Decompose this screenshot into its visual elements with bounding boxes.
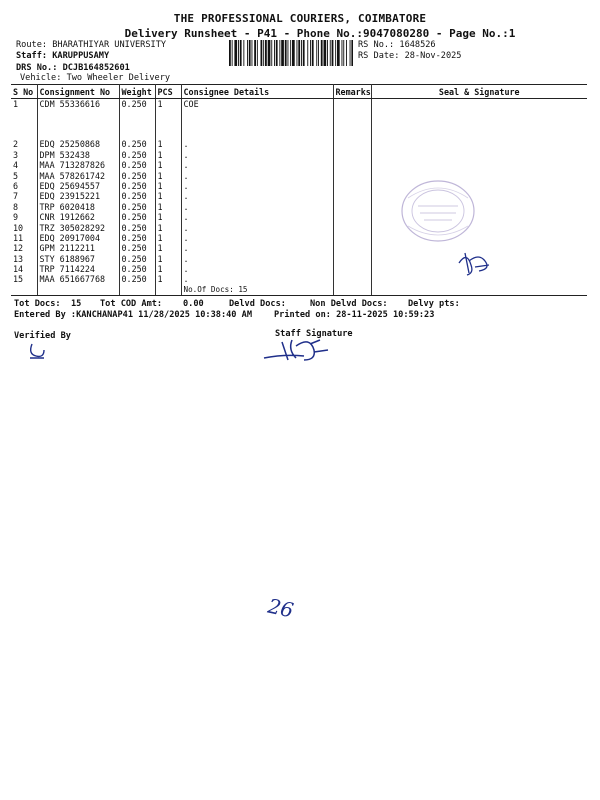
table-row: [11, 139, 587, 149]
barcode-bar: [330, 40, 331, 66]
row-weight: 0.250: [119, 99, 155, 110]
row-pcs: 1: [155, 274, 181, 284]
table-row: [11, 274, 587, 284]
summary-cell: [11, 285, 37, 296]
barcode-bar: [335, 40, 336, 66]
table-header-row: [11, 85, 587, 99]
row-remarks: [333, 254, 371, 264]
row-pcs: 1: [155, 223, 181, 233]
row-remarks: [333, 243, 371, 253]
row-pcs: 1: [155, 171, 181, 181]
row-remarks: [333, 191, 371, 201]
table-row: [11, 181, 587, 191]
receiver-signature: [455, 249, 495, 277]
row-sno: 15: [11, 274, 37, 284]
barcode-bar: [271, 40, 272, 66]
col-weight: Weight: [119, 85, 155, 99]
row-consignee-details: .: [181, 254, 333, 264]
handwritten-page-note: 26: [265, 593, 296, 623]
row-pcs: 1: [155, 233, 181, 243]
row-consignee-details: .: [181, 160, 333, 170]
barcode-bar: [351, 40, 353, 66]
summary-cell: [333, 285, 371, 296]
barcode-bar: [261, 40, 263, 66]
row-pcs: 1: [155, 202, 181, 212]
row-consignment-no: STY 6188967: [37, 254, 119, 264]
barcode: [229, 40, 353, 66]
barcode-bar: [276, 40, 278, 66]
summary-cell: [155, 285, 181, 296]
row-weight: 0.250: [119, 233, 155, 243]
barcode-bar: [229, 40, 231, 66]
row-consignment-no: TRP 7114224: [37, 264, 119, 274]
barcode-bar: [274, 40, 275, 66]
spacer-cell: [37, 109, 119, 139]
cod-value: 0.00: [183, 299, 204, 309]
row-remarks: [333, 202, 371, 212]
barcode-bar: [310, 40, 311, 66]
row-weight: 0.250: [119, 223, 155, 233]
row-sno: 13: [11, 254, 37, 264]
rs-number: RS No.: 1648526: [358, 40, 436, 50]
row-pcs: 1: [155, 150, 181, 160]
row-weight: 0.250: [119, 202, 155, 212]
staff-signature: [262, 336, 334, 366]
row-remarks: [333, 233, 371, 243]
row-pcs: 1: [155, 191, 181, 201]
barcode-bar: [316, 40, 317, 66]
summary-cell: [37, 285, 119, 296]
barcode-bar: [265, 40, 267, 66]
barcode-bar: [346, 40, 347, 66]
row-remarks: [333, 223, 371, 233]
barcode-bar: [263, 40, 264, 66]
table-row: [11, 212, 587, 222]
row-remarks: [333, 264, 371, 274]
barcode-bar: [252, 40, 253, 66]
row-weight: 0.250: [119, 254, 155, 264]
barcode-bar: [279, 40, 280, 66]
row-sno: 1: [11, 99, 37, 110]
barcode-bar: [332, 40, 334, 66]
table-row: [11, 243, 587, 253]
barcode-bar: [312, 40, 314, 66]
row-pcs: 1: [155, 99, 181, 110]
non-delvd-docs-label: Non Delvd Docs:: [310, 299, 388, 309]
cod-label: Tot COD Amt:: [100, 299, 163, 309]
row-weight: 0.250: [119, 191, 155, 201]
spacer-cell: [333, 109, 371, 139]
delvd-docs-label: Delvd Docs:: [229, 299, 286, 309]
barcode-bar: [301, 40, 302, 66]
row-sno: 5: [11, 171, 37, 181]
spacer-cell: [11, 109, 37, 139]
route-info: Route: BHARATHIYAR UNIVERSITY: [16, 40, 167, 50]
row-consignee-details: .: [181, 191, 333, 201]
row-sno: 12: [11, 243, 37, 253]
barcode-bar: [249, 40, 251, 66]
barcode-bar: [337, 40, 340, 66]
row-consignee-details: .: [181, 264, 333, 274]
table-row: [11, 99, 587, 110]
table-row: [11, 254, 587, 264]
row-remarks: [333, 150, 371, 160]
row-consignee-details: .: [181, 150, 333, 160]
row-consignee-details: .: [181, 202, 333, 212]
consignment-table: [11, 84, 587, 296]
row-consignee-details: .: [181, 139, 333, 149]
row-weight: 0.250: [119, 160, 155, 170]
barcode-bar: [247, 40, 248, 66]
barcode-bar: [321, 40, 323, 66]
row-sno: 4: [11, 160, 37, 170]
row-consignment-no: EDQ 20917004: [37, 233, 119, 243]
row-consignment-no: TRP 6020418: [37, 202, 119, 212]
tot-docs-label: Tot Docs:: [14, 299, 61, 309]
row-seal: [371, 139, 587, 149]
staff-info: Staff: KARUPPUSAMY: [16, 51, 110, 61]
row-pcs: 1: [155, 212, 181, 222]
col-sno: S No: [11, 85, 37, 99]
row-sno: 11: [11, 233, 37, 243]
row-pcs: 1: [155, 264, 181, 274]
table-row: [11, 202, 587, 212]
barcode-bar: [254, 40, 256, 66]
table-row: [11, 160, 587, 170]
barcode-bar: [292, 40, 295, 66]
row-spacer: [11, 109, 587, 139]
printed-on: Printed on: 28-11-2025 10:59:23: [274, 310, 435, 320]
barcode-bar: [350, 40, 351, 66]
row-consignment-no: CNR 1912662: [37, 212, 119, 222]
row-pcs: 1: [155, 181, 181, 191]
row-remarks: [333, 274, 371, 284]
row-pcs: 1: [155, 139, 181, 149]
spacer-cell: [155, 109, 181, 139]
barcode-bar: [288, 40, 289, 66]
row-consignment-no: EDQ 25250868: [37, 139, 119, 149]
col-consignment: Consignment No: [37, 85, 119, 99]
vehicle-info: Vehicle: Two Wheeler Delivery: [20, 73, 171, 83]
row-weight: 0.250: [119, 150, 155, 160]
row-consignee-details: .: [181, 212, 333, 222]
row-consignee-details: .: [181, 223, 333, 233]
barcode-bar: [281, 40, 284, 66]
summary-cell: [371, 285, 587, 296]
spacer-cell: [181, 109, 333, 139]
row-consignee-details: .: [181, 181, 333, 191]
entered-by: Entered By :KANCHANAP41 11/28/2025 10:38:40 AM: [14, 310, 252, 320]
seal-stamp: [396, 176, 480, 246]
verifier-signature: [26, 340, 50, 362]
delvy-pts-label: Delvy pts:: [408, 299, 460, 309]
row-sno: 7: [11, 191, 37, 201]
row-weight: 0.250: [119, 181, 155, 191]
row-consignment-no: DPM 532438: [37, 150, 119, 160]
row-consignment-no: CDM 55336616: [37, 99, 119, 110]
staff-signature-label: Staff Signature: [275, 329, 353, 339]
barcode-bar: [342, 40, 343, 66]
table-row: [11, 264, 587, 274]
row-pcs: 1: [155, 160, 181, 170]
row-sno: 3: [11, 150, 37, 160]
barcode-bar: [257, 40, 258, 66]
row-weight: 0.250: [119, 274, 155, 284]
row-sno: 2: [11, 139, 37, 149]
row-consignment-no: EDQ 23915221: [37, 191, 119, 201]
row-sno: 6: [11, 181, 37, 191]
row-consignment-no: TRZ 305028292: [37, 223, 119, 233]
barcode-bar: [324, 40, 327, 66]
row-consignee-details: .: [181, 243, 333, 253]
barcode-bar: [285, 40, 287, 66]
row-sno: 9: [11, 212, 37, 222]
barcode-bar: [298, 40, 300, 66]
table-summary-row: [11, 285, 587, 296]
company-title: THE PROFESSIONAL COURIERS, COIMBATORE: [173, 12, 427, 25]
row-weight: 0.250: [119, 243, 155, 253]
row-seal: [371, 150, 587, 160]
barcode-bar: [303, 40, 305, 66]
row-consignment-no: MAA 651667768: [37, 274, 119, 284]
row-consignment-no: MAA 713287826: [37, 160, 119, 170]
barcode-bar: [240, 40, 242, 66]
col-pcs: PCS: [155, 85, 181, 99]
row-pcs: 1: [155, 254, 181, 264]
row-consignment-no: EDQ 25694557: [37, 181, 119, 191]
barcode-bar: [290, 40, 291, 66]
barcode-bar: [327, 40, 328, 66]
barcode-bar: [232, 40, 233, 66]
col-remarks: Remarks: [333, 85, 371, 99]
spacer-cell: [371, 109, 587, 139]
row-sno: 10: [11, 223, 37, 233]
row-weight: 0.250: [119, 212, 155, 222]
row-remarks: [333, 99, 371, 110]
barcode-bar: [238, 40, 239, 66]
table-row: [11, 191, 587, 201]
row-consignee-details: .: [181, 274, 333, 284]
runsheet-title: Delivery Runsheet - P41 - Phone No.:9047080280 - Page No.:1: [124, 27, 516, 40]
tot-docs-value: 15: [71, 299, 82, 309]
col-seal-signature: Seal & Signature: [371, 85, 587, 99]
row-remarks: [333, 160, 371, 170]
barcode-bar: [297, 40, 298, 66]
row-remarks: [333, 139, 371, 149]
drs-number: DRS No.: DCJB164852601: [16, 63, 130, 73]
barcode-bar: [307, 40, 308, 66]
col-consignee: Consignee Details: [181, 85, 333, 99]
row-weight: 0.250: [119, 139, 155, 149]
row-weight: 0.250: [119, 171, 155, 181]
row-consignment-no: MAA 578261742: [37, 171, 119, 181]
row-remarks: [333, 171, 371, 181]
row-seal: [371, 160, 587, 170]
verified-by-label: Verified By: [14, 331, 71, 341]
rs-date: RS Date: 28-Nov-2025: [358, 51, 462, 61]
spacer-cell: [119, 109, 155, 139]
barcode-bar: [268, 40, 271, 66]
row-seal: [371, 99, 587, 110]
summary-cell: [119, 285, 155, 296]
row-remarks: [333, 212, 371, 222]
barcode-bar: [243, 40, 244, 66]
no-of-docs: No.Of Docs: 15: [181, 285, 333, 296]
barcode-bar: [318, 40, 319, 66]
row-consignment-no: GPM 2112211: [37, 243, 119, 253]
barcode-bar: [343, 40, 344, 66]
row-remarks: [333, 181, 371, 191]
row-weight: 0.250: [119, 264, 155, 274]
row-pcs: 1: [155, 243, 181, 253]
barcode-bar: [234, 40, 237, 66]
table-row: [11, 223, 587, 233]
row-consignee-details: COE: [181, 99, 333, 110]
table-row: [11, 150, 587, 160]
row-sno: 8: [11, 202, 37, 212]
table-row: [11, 233, 587, 243]
row-consignee-details: .: [181, 233, 333, 243]
row-consignee-details: .: [181, 171, 333, 181]
row-sno: 14: [11, 264, 37, 274]
table-row: [11, 171, 587, 181]
